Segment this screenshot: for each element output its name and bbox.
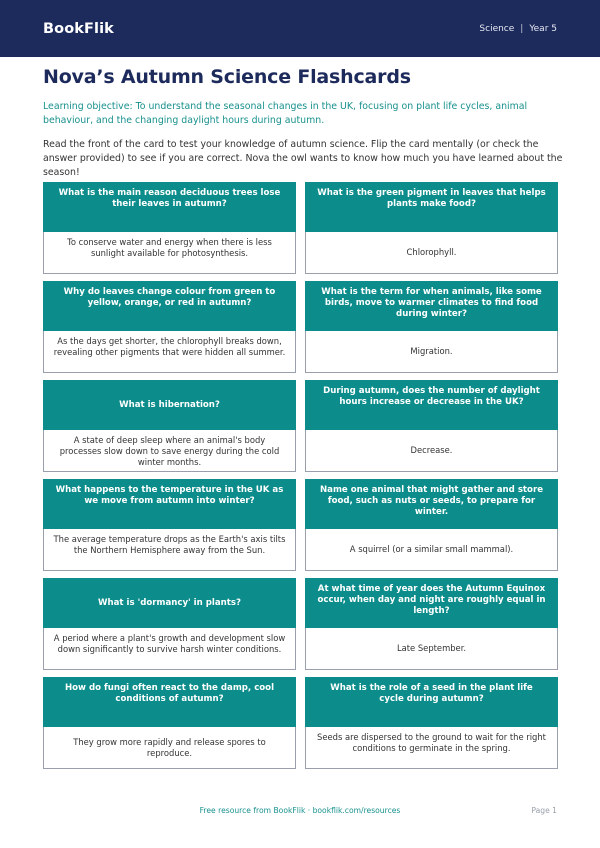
flashcard-grid [43,182,558,769]
flashcard-answer: Migration. [305,331,558,373]
flashcard-answer: A state of deep sleep where an animal's body processes slow down to save energy during the cold winter months. [43,430,296,472]
flashcard-answer: As the days get shorter, the chlorophyll breaks down, revealing other pigments that were hidden all summer. [43,331,296,373]
flashcard-question: Name one animal that might gather and store food, such as nuts or seeds, to prepare for winter. [305,479,558,529]
flashcard [43,182,296,274]
flashcard-question: What is 'dormancy' in plants? [43,578,296,628]
year-label: Year 5 [529,23,557,34]
flashcard-question: What happens to the temperature in the UK as we move from autumn into winter? [43,479,296,529]
instructions: Read the front of the card to test your knowledge of autumn science. Flip the card mentally (or check the answer provided) to see if you are correct. Nova the owl wants to know how much you have learned about the season! [43,139,563,178]
flashcard [305,677,558,769]
flashcard [43,380,296,472]
flashcard-question: During autumn, does the number of daylight hours increase or decrease in the UK? [305,380,558,430]
footer-source-link[interactable]: Free resource from BookFlik · bookflik.com/resources [199,806,401,815]
flashcard [305,281,558,373]
flashcard-answer: A period where a plant's growth and development slow down significantly to survive harsh winter conditions. [43,628,296,670]
brand-logo[interactable]: BookFlik [43,20,114,37]
flashcard-answer: Late September. [305,628,558,670]
learning-objective: Learning objective: To understand the seasonal changes in the UK, focusing on plant life cycles, animal behaviour, and the changing daylight hours during autumn. [43,101,528,126]
flashcard [305,182,558,274]
page-title: Nova’s Autumn Science Flashcards [43,66,411,88]
flashcard-answer: A squirrel (or a similar small mammal). [305,529,558,571]
flashcard-question: How do fungi often react to the damp, cool conditions of autumn? [43,677,296,727]
subject-label: Science [479,23,515,34]
flashcard-question: What is the term for when animals, like some birds, move to warmer climates to find food during winter? [305,281,558,331]
flashcard-question: At what time of year does the Autumn Equinox occur, when day and night are roughly equal in length? [305,578,558,628]
header-separator: | [520,23,524,34]
page-number: Page 1 [531,806,557,815]
header-meta [479,24,557,34]
page-footer [0,806,600,820]
flashcard-question: What is the green pigment in leaves that helps plants make food? [305,182,558,232]
flashcard-question: What is hibernation? [43,380,296,430]
flashcard-question: What is the role of a seed in the plant life cycle during autumn? [305,677,558,727]
flashcard [43,677,296,769]
flashcard-answer: Seeds are dispersed to the ground to wait for the right conditions to germinate in the spring. [305,727,558,769]
flashcard [43,479,296,571]
flashcard-answer: The average temperature drops as the Earth's axis tilts the Northern Hemisphere away from the Sun. [43,529,296,571]
flashcard [43,281,296,373]
flashcard [305,578,558,670]
flashcard-question: What is the main reason deciduous trees lose their leaves in autumn? [43,182,296,232]
flashcard-answer: They grow more rapidly and release spores to reproduce. [43,727,296,769]
flashcard [305,380,558,472]
flashcard-answer: Chlorophyll. [305,232,558,274]
flashcard-answer: Decrease. [305,430,558,472]
flashcard [43,578,296,670]
page-header [0,0,600,57]
flashcard-answer: To conserve water and energy when there is less sunlight available for photosynthesis. [43,232,296,274]
flashcard-question: Why do leaves change colour from green to yellow, orange, or red in autumn? [43,281,296,331]
flashcard [305,479,558,571]
